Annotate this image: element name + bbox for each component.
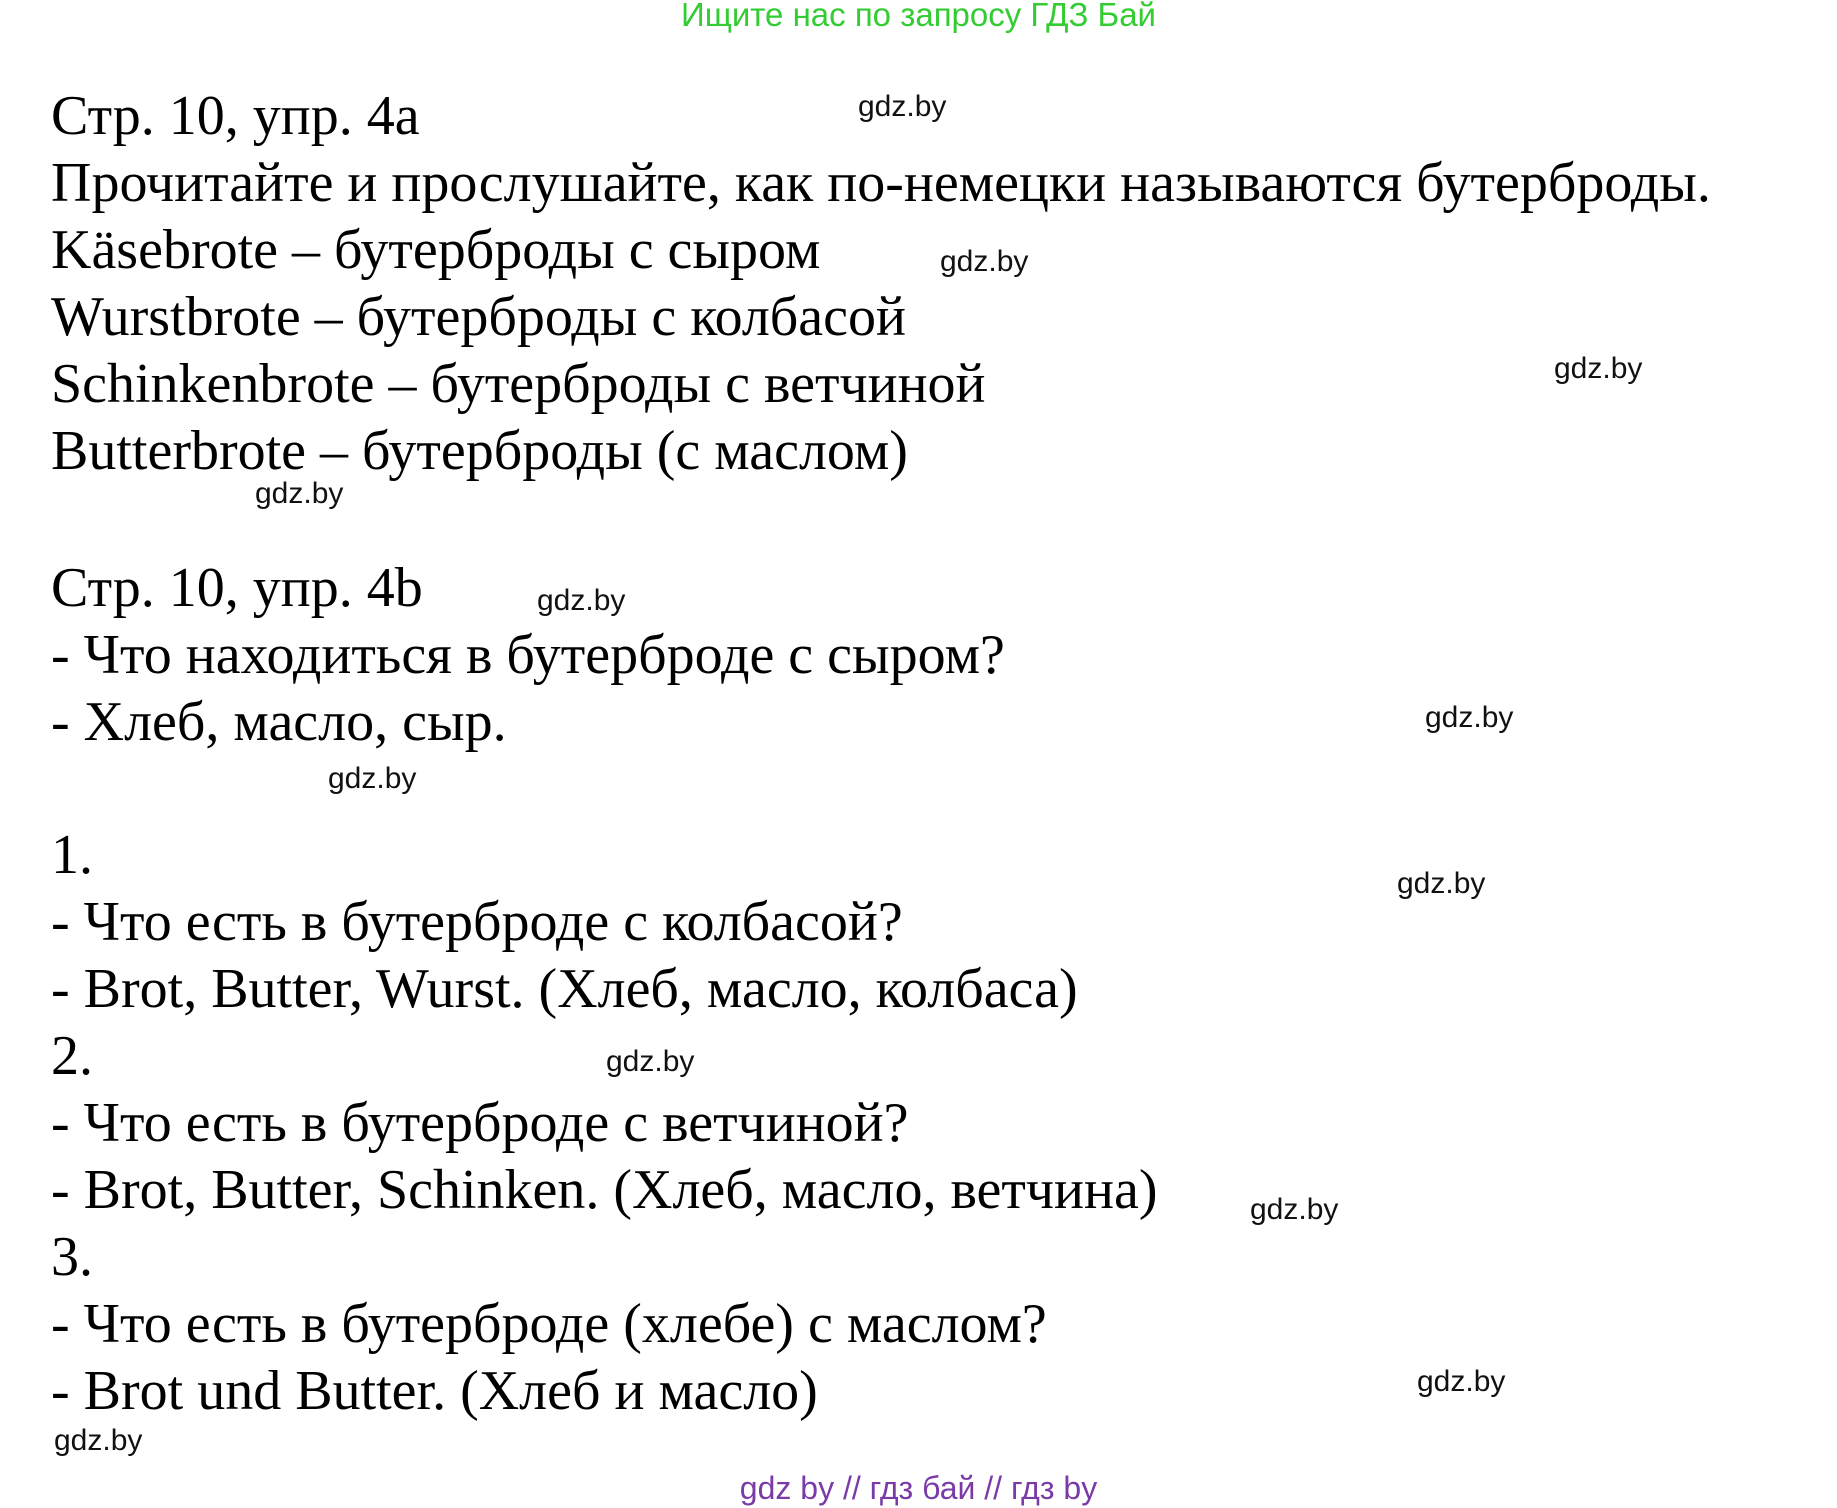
watermark: gdz.by bbox=[537, 584, 626, 617]
watermark: gdz.by bbox=[1425, 701, 1514, 734]
watermark: gdz.by bbox=[54, 1424, 143, 1457]
exercise-4a-instruction: Прочитайте и прослушайте, как по-немецки называются бутерброды. bbox=[51, 152, 1711, 214]
item-number-1: 1. bbox=[51, 824, 93, 886]
vocab-line-schinkenbrote: Schinkenbrote – бутерброды с ветчиной bbox=[51, 353, 986, 415]
dialogue-answer-ham: - Brot, Butter, Schinken. (Хлеб, масло, ветчина) bbox=[51, 1159, 1158, 1221]
dialogue-question-ham: - Что есть в бутерброде с ветчиной? bbox=[51, 1092, 909, 1154]
watermark: gdz.by bbox=[1417, 1365, 1506, 1398]
watermark: gdz.by bbox=[606, 1045, 695, 1078]
vocab-line-wurstbrote: Wurstbrote – бутерброды с колбасой bbox=[51, 286, 906, 348]
dialogue-answer-cheese: - Хлеб, масло, сыр. bbox=[51, 691, 507, 753]
top-banner[interactable]: Ищите нас по запросу ГДЗ Бай bbox=[681, 0, 1156, 33]
vocab-line-kaesebrote: Käsebrote – бутерброды с сыром bbox=[51, 219, 821, 281]
watermark: gdz.by bbox=[1554, 352, 1643, 385]
dialogue-question-sausage: - Что есть в бутерброде с колбасой? bbox=[51, 891, 903, 953]
dialogue-answer-butter: - Brot und Butter. (Хлеб и масло) bbox=[51, 1360, 818, 1422]
watermark: gdz.by bbox=[255, 477, 344, 510]
exercise-4a-heading: Стр. 10, упр. 4a bbox=[51, 85, 420, 147]
footer-links[interactable]: gdz by // гдз бай // гдз by bbox=[739, 1470, 1098, 1506]
watermark: gdz.by bbox=[858, 90, 947, 123]
watermark: gdz.by bbox=[940, 245, 1029, 278]
item-number-2: 2. bbox=[51, 1025, 93, 1087]
dialogue-question-cheese: - Что находиться в бутерброде с сыром? bbox=[51, 624, 1005, 686]
watermark: gdz.by bbox=[328, 762, 417, 795]
item-number-3: 3. bbox=[51, 1226, 93, 1288]
watermark: gdz.by bbox=[1250, 1193, 1339, 1226]
dialogue-question-butter: - Что есть в бутерброде (хлебе) с маслом? bbox=[51, 1293, 1047, 1355]
dialogue-answer-sausage: - Brot, Butter, Wurst. (Хлеб, масло, колбаса) bbox=[51, 958, 1078, 1020]
watermark: gdz.by bbox=[1397, 867, 1486, 900]
vocab-line-butterbrote: Butterbrote – бутерброды (с маслом) bbox=[51, 420, 908, 482]
exercise-4b-heading: Стр. 10, упр. 4b bbox=[51, 557, 423, 619]
